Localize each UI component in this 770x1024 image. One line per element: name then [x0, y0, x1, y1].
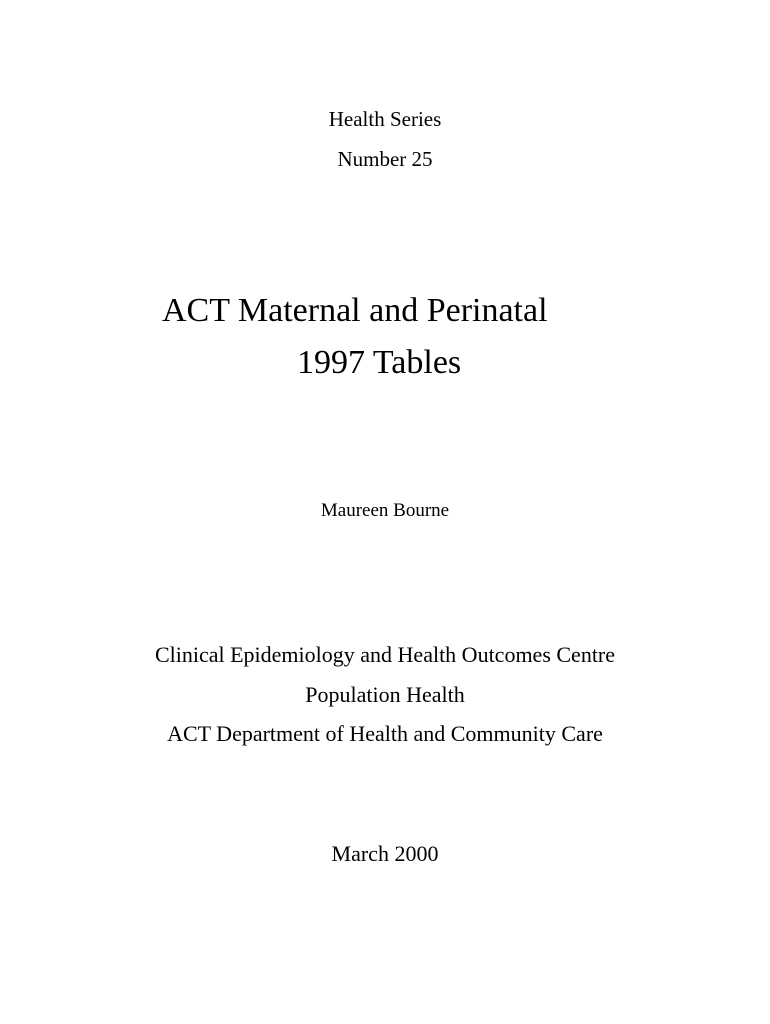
series-number: Number 25 — [337, 147, 433, 171]
organisation-division: Population Health — [305, 682, 465, 707]
organisation-centre: Clinical Epidemiology and Health Outcomes Centre — [154, 642, 616, 667]
report-title-line-2: 1997 Tables — [297, 344, 462, 381]
publication-date: March 2000 — [331, 841, 439, 866]
series-name: Health Series — [328, 107, 442, 131]
report-title-line-1: ACT Maternal and Perinatal — [162, 292, 548, 329]
organisation-department: ACT Department of Health and Community Care — [167, 721, 603, 746]
author-name: Maureen Bourne — [320, 500, 450, 521]
